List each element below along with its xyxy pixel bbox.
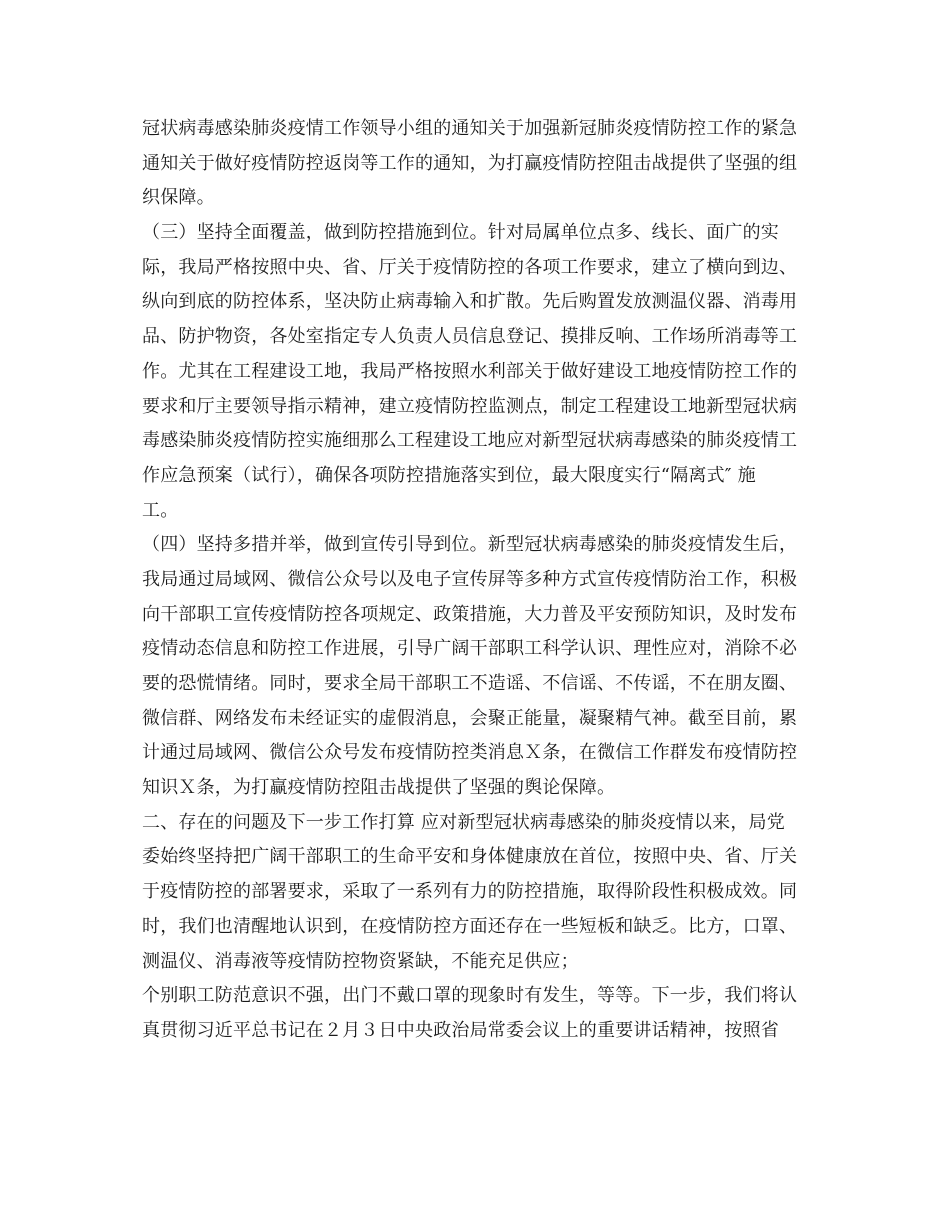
document-body (142, 112, 822, 1049)
text-line: 测温仪、消毒液等疫情防控物资紧缺，不能充足供应； (142, 950, 579, 972)
text-line: 冠状病毒感染肺炎疫情工作领导小组的通知关于加强新冠肺炎疫情防控工作的紧急 (142, 118, 798, 139)
text-line: 疫情动态信息和防控工作进展，引导广阔干部职工科学认识、理性应对，消除不必 (142, 638, 798, 660)
text-line: （四）坚持多措并举，做到宣传引导到位。新型冠状病毒感染的肺炎疫情发生后， (142, 534, 798, 556)
text-line: 品、防护物资，各处室指定专人负责人员信息登记、摸排反响、工作场所消毒等工 (142, 326, 798, 348)
text-line: 真贯彻习近平总书记在２月３日中央政治局常委会议上的重要讲话精神，按照省 (142, 1019, 779, 1041)
text-line: 知识Ｘ条，为打赢疫情防控阻击战提供了坚强的舆论保障。 (142, 777, 616, 799)
text-line: 工。 (142, 499, 179, 521)
text-line: 我局通过局域网、微信公众号以及电子宣传屏等多种方式宣传疫情防治工作，积极 (142, 568, 798, 590)
text-line: 通知关于做好疫情防控返岗等工作的通知，为打赢疫情防控阻击战提供了坚强的组 (142, 152, 798, 174)
text-line: 毒感染肺炎疫情防控实施细那么工程建设工地应对新型冠状病毒感染的肺炎疫情工 (142, 430, 798, 452)
text-line: 织保障。 (142, 187, 215, 209)
text-line: （三）坚持全面覆盖，做到防控措施到位。针对局属单位点多、线长、面广的实 (142, 222, 779, 244)
text-line: 委始终坚持把广阔干部职工的生命平安和身体健康放在首位，按照中央、省、厅关 (142, 846, 798, 868)
text-line: 纵向到底的防控体系，坚决防止病毒输入和扩散。先后购置发放测温仪器、消毒用 (142, 291, 798, 313)
text-line: 微信群、网络发布未经证实的虚假消息，会聚正能量，凝聚精气神。截至目前，累 (142, 707, 798, 729)
text-line: 二、存在的问题及下一步工作打算 应对新型冠状病毒感染的肺炎疫情以来，局党 (142, 811, 785, 833)
text-line: 向干部职工宣传疫情防控各项规定、政策措施，大力普及平安预防知识，及时发布 (142, 603, 798, 625)
text-line: 个别职工防范意识不强，出门不戴口罩的现象时有发生，等等。下一步，我们将认 (142, 985, 798, 1007)
text-line: 计通过局域网、微信公众号发布疫情防控类消息Ｘ条，在微信工作群发布疫情防控 (142, 742, 798, 764)
text-line: 际，我局严格按照中央、省、厅关于疫情防控的各项工作要求，建立了横向到边、 (142, 256, 798, 278)
text-line: 于疫情防控的部署要求，采取了一系列有力的防控措施，取得阶段性积极成效。同 (142, 881, 798, 903)
text-line: 时，我们也清醒地认识到，在疫情防控方面还存在一些短板和缺乏。比方，口罩、 (142, 915, 798, 937)
text-line: 作应急预案（试行），确保各项防控措施落实到位，最大限度实行“隔离式″ 施 (142, 464, 756, 486)
text-line: 作。尤其在工程建设工地，我局严格按照水利部关于做好建设工地疫情防控工作的 (142, 360, 798, 382)
text-line: 要求和厅主要领导指示精神，建立疫情防控监测点，制定工程建设工地新型冠状病 (142, 395, 798, 417)
text-line: 要的恐慌情绪。同时，要求全局干部职工不造谣、不信谣、不传谣，不在朋友圈、 (142, 673, 798, 694)
